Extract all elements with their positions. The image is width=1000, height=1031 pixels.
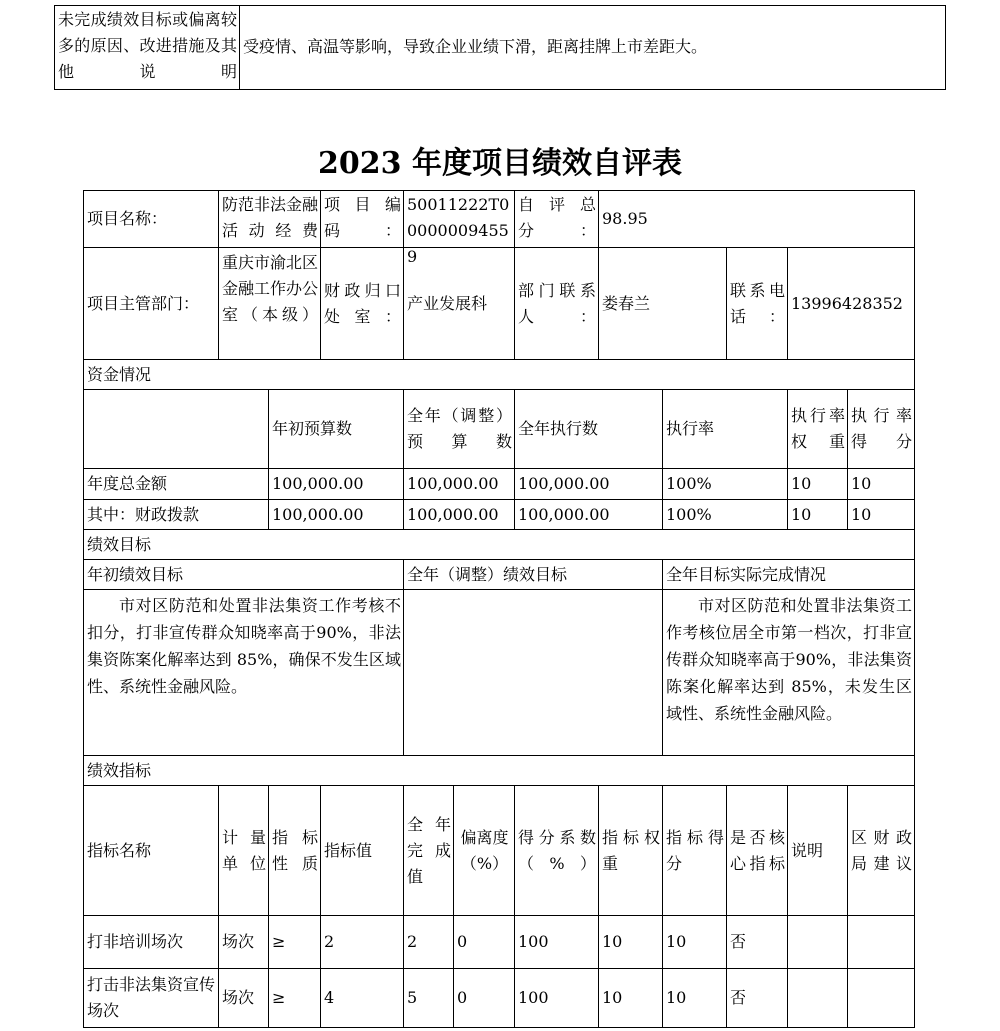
phone-label (728, 248, 787, 359)
funds-header-score (849, 390, 914, 468)
ind-header-name: 指标名称 (87, 840, 152, 860)
goals-actual-text: 市对区防范和处置非法集资工作考核位居全市第一档次，打非宣传群众知晓率高于90%，非法集资陈案化解率达到 85%，未发生区域性、系统性金融风险。 (666, 596, 912, 723)
phone: 13996428352 (791, 293, 903, 313)
ind-cell: 场次 (222, 932, 255, 951)
funds-cell: 100,000.00 (407, 504, 499, 524)
top-table-label: 未完成绩效目标或偏离较多的原因、改进措施及其他说明 (58, 10, 237, 81)
funds-header-weight-text: 执行率权重 (791, 406, 845, 451)
ind-cell: 100 (518, 988, 549, 1007)
top-table-value: 受疫情、高温等影响，导致企业业绩下滑，距离挂牌上市差距大。 (243, 37, 708, 56)
ind-cell: 100 (518, 932, 549, 951)
ind-header-deviation-text: 偏离度（%） (460, 827, 509, 873)
funds-cell: 100% (666, 504, 712, 524)
funds-cell: 100,000.00 (518, 504, 610, 524)
score-label: 自评总分： (518, 195, 596, 240)
ind-cell: 10 (602, 932, 623, 951)
ind-header-done (405, 786, 453, 915)
dept: 重庆市渝北区金融工作办公室（本级） (222, 253, 319, 324)
ind-cell: 10 (666, 988, 687, 1007)
ind-cell (789, 916, 847, 968)
ind-cell: ≥ (272, 932, 286, 951)
funds-cell: 10 (851, 474, 872, 493)
funds-cell: 10 (851, 504, 872, 524)
funds-cell: 10 (791, 474, 812, 493)
ind-cell: 否 (730, 932, 747, 951)
ind-cell: 场次 (222, 988, 255, 1007)
goals-initial-text: 市对区防范和处置非法集资工作考核不扣分，打非宣传群众知晓率高于90%，非法集资陈案化解率达到 85%，确保不发生区域性、系统性金融风险。 (87, 596, 401, 696)
ind-cell: 5 (407, 988, 418, 1007)
funds-header-adjusted (405, 390, 514, 468)
finance-office-label-text: 财政归口处室： (324, 280, 401, 326)
funds-cell: 10 (791, 504, 812, 524)
ind-header-nature-text: 指标性质 (272, 827, 318, 873)
ind-cell (789, 969, 847, 1027)
ind-cell: 0 (457, 932, 468, 951)
funds-header-executed: 全年执行数 (518, 419, 599, 438)
goals-header-adjusted: 全年（调整）绩效目标 (407, 564, 568, 584)
funds-header-rate: 执行率 (666, 419, 715, 438)
project-code-label: 项目编码： (324, 195, 401, 240)
funds-header-weight (789, 390, 847, 468)
funds-cell: 100,000.00 (272, 474, 364, 493)
ind-header-weight-text: 指标权重 (602, 827, 660, 873)
funds-header-initial: 年初预算数 (272, 419, 353, 438)
contact-label (516, 248, 598, 359)
funds-cell: 100% (666, 474, 712, 493)
ind-header-done-text: 全年完成值 (407, 814, 451, 886)
phone-label-text: 联系电话： (730, 280, 785, 326)
ind-cell (849, 916, 914, 968)
finance-office-label (322, 248, 403, 359)
ind-header-advice-text: 区财政局建议 (851, 827, 912, 873)
ind-header-value: 指标值 (324, 840, 373, 860)
project-code: 50011222T000000094559 (407, 195, 510, 266)
dept-label: 项目主管部门： (87, 293, 200, 313)
ind-cell: 0 (457, 988, 468, 1007)
ind-cell: 10 (666, 932, 687, 951)
ind-header-note: 说明 (791, 840, 824, 860)
ind-cell: 否 (730, 988, 747, 1007)
funds-section-title: 资金情况 (87, 364, 152, 384)
ind-header-deviation (455, 786, 514, 915)
ind-cell-name: 打非培训场次 (87, 932, 184, 951)
ind-header-core-text: 是否核心指标 (730, 827, 785, 873)
funds-row-label: 其中：财政拨款 (87, 504, 200, 524)
goals-header-initial: 年初绩效目标 (87, 564, 184, 584)
ind-cell: 2 (407, 932, 418, 951)
finance-office: 产业发展科 (407, 293, 488, 313)
ind-header-core (728, 786, 787, 915)
ind-header-weight (600, 786, 662, 915)
funds-row-label: 年度总金额 (87, 474, 168, 493)
ind-cell-name: 打击非法集资宣传场次 (87, 975, 216, 1020)
funds-header-adjusted-text: 全年（调整）预算数 (407, 406, 512, 451)
ind-cell: ≥ (272, 988, 286, 1007)
indicators-section-title: 绩效指标 (87, 760, 152, 780)
score: 98.95 (602, 209, 648, 228)
ind-cell: 2 (324, 932, 335, 951)
ind-cell (849, 969, 914, 1027)
goals-header-actual: 全年目标实际完成情况 (666, 564, 827, 584)
ind-header-score-text: 指标得分 (666, 827, 724, 873)
ind-header-unit (220, 786, 268, 915)
ind-cell: 10 (602, 988, 623, 1007)
page-title: 2023 年度项目绩效自评表 (318, 146, 682, 181)
ind-header-score (664, 786, 726, 915)
ind-cell: 4 (324, 988, 335, 1007)
ind-header-advice (849, 786, 914, 915)
funds-cell: 100,000.00 (407, 474, 499, 493)
funds-header-score-text: 执行率得分 (851, 406, 912, 451)
funds-cell: 100,000.00 (518, 474, 610, 493)
contact-label-text: 部门联系人： (518, 280, 596, 326)
ind-header-coef (516, 786, 598, 915)
funds-cell: 100,000.00 (272, 504, 364, 524)
project-name: 防范非法金融活动经费 (222, 195, 319, 240)
contact: 娄春兰 (602, 293, 651, 313)
ind-header-coef-text: 得分系数（%） (518, 827, 596, 873)
ind-header-unit-text: 计量单位 (222, 827, 266, 873)
goals-section-title: 绩效目标 (87, 534, 152, 554)
project-name-label: 项目名称： (87, 209, 168, 228)
ind-header-nature (270, 786, 320, 915)
